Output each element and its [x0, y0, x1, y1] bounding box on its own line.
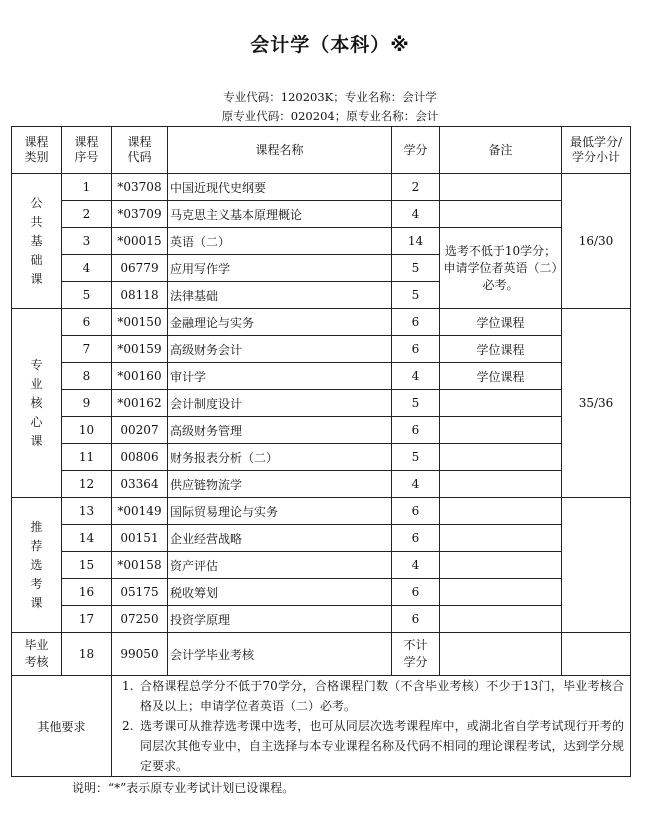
- course-name-cell: 国际贸易理论与实务: [168, 498, 392, 525]
- remark-cell: 学位课程: [440, 336, 562, 363]
- remark-cell: 学位课程: [440, 363, 562, 390]
- credits-cell: 不计学分: [392, 633, 440, 676]
- credits-cell: 5: [392, 255, 440, 282]
- code-cell: 00207: [112, 417, 168, 444]
- code-cell: *00160: [112, 363, 168, 390]
- course-name-cell: 投资学原理: [168, 606, 392, 633]
- header-min-credits: 最低学分/学分小计: [562, 127, 631, 174]
- seq-cell: 14: [62, 525, 112, 552]
- code-cell: 08118: [112, 282, 168, 309]
- seq-cell: 1: [62, 174, 112, 201]
- code-cell: *00150: [112, 309, 168, 336]
- course-name-cell: 法律基础: [168, 282, 392, 309]
- code-cell: *00159: [112, 336, 168, 363]
- seq-cell: 11: [62, 444, 112, 471]
- code-cell: 00151: [112, 525, 168, 552]
- seq-cell: 16: [62, 579, 112, 606]
- credits-cell: 4: [392, 363, 440, 390]
- subtotal-cell: 16/30: [562, 174, 631, 309]
- header-remark: 备注: [440, 127, 562, 174]
- header-seq: 课程序号: [62, 127, 112, 174]
- course-name-cell: 英语（二）: [168, 228, 392, 255]
- credits-cell: 6: [392, 525, 440, 552]
- table-row: [12, 552, 631, 579]
- subtotal-cell: 35/36: [562, 309, 631, 498]
- remark-cell: [440, 471, 562, 498]
- other-requirements-row: [12, 676, 631, 777]
- code-cell: 06779: [112, 255, 168, 282]
- category-cell: 专业核心课: [12, 309, 62, 498]
- table-row: [12, 471, 631, 498]
- course-name-cell: 企业经营战略: [168, 525, 392, 552]
- credits-cell: 4: [392, 471, 440, 498]
- major-code-line: 专业代码：120203K；专业名称：会计学: [223, 90, 437, 104]
- remark-cell: [440, 417, 562, 444]
- course-name-cell: 会计制度设计: [168, 390, 392, 417]
- seq-cell: 6: [62, 309, 112, 336]
- seq-cell: 3: [62, 228, 112, 255]
- course-name-cell: 马克思主义基本原理概论: [168, 201, 392, 228]
- remark-cell: [440, 633, 562, 676]
- table-row: [12, 390, 631, 417]
- seq-cell: 5: [62, 282, 112, 309]
- requirement-item: 1. 合格课程总学分不低于70学分，合格课程门数（不含毕业考核）不少于13门，毕业考核合格及以上；申请学位者英语（二）必考。: [122, 679, 624, 713]
- credits-cell: 6: [392, 498, 440, 525]
- remark-cell: [440, 444, 562, 471]
- course-name-cell: 金融理论与实务: [168, 309, 392, 336]
- credits-cell: 6: [392, 309, 440, 336]
- table-row: [12, 417, 631, 444]
- other-requirements-label: 其他要求: [12, 676, 112, 777]
- table-row: [12, 498, 631, 525]
- remark-cell: [440, 525, 562, 552]
- seq-cell: 9: [62, 390, 112, 417]
- seq-cell: 2: [62, 201, 112, 228]
- course-name-cell: 资产评估: [168, 552, 392, 579]
- table-row: [12, 579, 631, 606]
- seq-cell: 17: [62, 606, 112, 633]
- credits-cell: 6: [392, 606, 440, 633]
- code-cell: *03709: [112, 201, 168, 228]
- course-name-cell: 供应链物流学: [168, 471, 392, 498]
- subtotal-cell: [562, 633, 631, 676]
- credits-cell: 4: [392, 552, 440, 579]
- table-row: [12, 606, 631, 633]
- table-row: [12, 525, 631, 552]
- seq-cell: 13: [62, 498, 112, 525]
- header-credits: 学分: [392, 127, 440, 174]
- original-major-code-line: 原专业代码：020204；原专业名称：会计: [221, 109, 439, 123]
- remark-cell: [440, 606, 562, 633]
- subtotal-cell: [562, 498, 631, 633]
- code-cell: 03364: [112, 471, 168, 498]
- remark-cell: [440, 201, 562, 228]
- credits-cell: 4: [392, 201, 440, 228]
- category-cell: 推荐选考课: [12, 498, 62, 633]
- header-code: 课程代码: [112, 127, 168, 174]
- seq-cell: 10: [62, 417, 112, 444]
- table-row: [12, 336, 631, 363]
- credits-cell: 6: [392, 417, 440, 444]
- credits-cell: 6: [392, 336, 440, 363]
- course-name-cell: 高级财务管理: [168, 417, 392, 444]
- course-name-cell: 审计学: [168, 363, 392, 390]
- code-cell: *00015: [112, 228, 168, 255]
- table-row: [12, 633, 631, 676]
- table-row: [12, 363, 631, 390]
- remark-cell: [440, 579, 562, 606]
- requirement-item: 2. 选考课可从推荐选考课中选考，也可从同层次选考课程库中，或湖北省自学考试现行开考的同层次其他专业中，自主选择与本专业课程名称及代码不相同的理论课程考试，达到学分规定要求。: [122, 719, 624, 773]
- seq-cell: 4: [62, 255, 112, 282]
- table-header-row: [12, 127, 631, 174]
- code-cell: 07250: [112, 606, 168, 633]
- seq-cell: 7: [62, 336, 112, 363]
- remark-cell: [440, 174, 562, 201]
- credits-cell: 5: [392, 444, 440, 471]
- credits-cell: 14: [392, 228, 440, 255]
- credits-cell: 5: [392, 390, 440, 417]
- remark-cell: [440, 498, 562, 525]
- code-cell: *03708: [112, 174, 168, 201]
- course-name-cell: 高级财务会计: [168, 336, 392, 363]
- course-name-cell: 会计学毕业考核: [168, 633, 392, 676]
- category-cell: 毕业考核: [12, 633, 62, 676]
- table-row: [12, 309, 631, 336]
- code-cell: *00162: [112, 390, 168, 417]
- seq-cell: 12: [62, 471, 112, 498]
- course-name-cell: 税收筹划: [168, 579, 392, 606]
- table-row: [12, 228, 631, 255]
- seq-cell: 15: [62, 552, 112, 579]
- course-name-cell: 财务报表分析（二）: [168, 444, 392, 471]
- course-name-cell: 中国近现代史纲要: [168, 174, 392, 201]
- seq-cell: 18: [62, 633, 112, 676]
- table-row: [12, 174, 631, 201]
- code-cell: 99050: [112, 633, 168, 676]
- course-plan-table: [11, 126, 631, 777]
- table-row: [12, 201, 631, 228]
- other-requirements-content: [112, 676, 631, 777]
- remark-cell: 学位课程: [440, 309, 562, 336]
- header-category: 课程类别: [12, 127, 62, 174]
- table-row: [12, 444, 631, 471]
- code-cell: *00149: [112, 498, 168, 525]
- credits-cell: 2: [392, 174, 440, 201]
- credits-cell: 5: [392, 282, 440, 309]
- merged-remark-cell: 选考不低于10学分；申请学位者英语（二）必考。: [440, 228, 562, 309]
- credits-cell: 6: [392, 579, 440, 606]
- footnote: 说明：“*”表示原专业考试计划已设课程。: [72, 781, 295, 795]
- page-title: 会计学（本科）※: [250, 34, 410, 56]
- course-name-cell: 应用写作学: [168, 255, 392, 282]
- code-cell: *00158: [112, 552, 168, 579]
- category-cell: 公共基础课: [12, 174, 62, 309]
- header-name: 课程名称: [168, 127, 392, 174]
- remark-cell: [440, 552, 562, 579]
- code-cell: 05175: [112, 579, 168, 606]
- remark-cell: [440, 390, 562, 417]
- code-cell: 00806: [112, 444, 168, 471]
- seq-cell: 8: [62, 363, 112, 390]
